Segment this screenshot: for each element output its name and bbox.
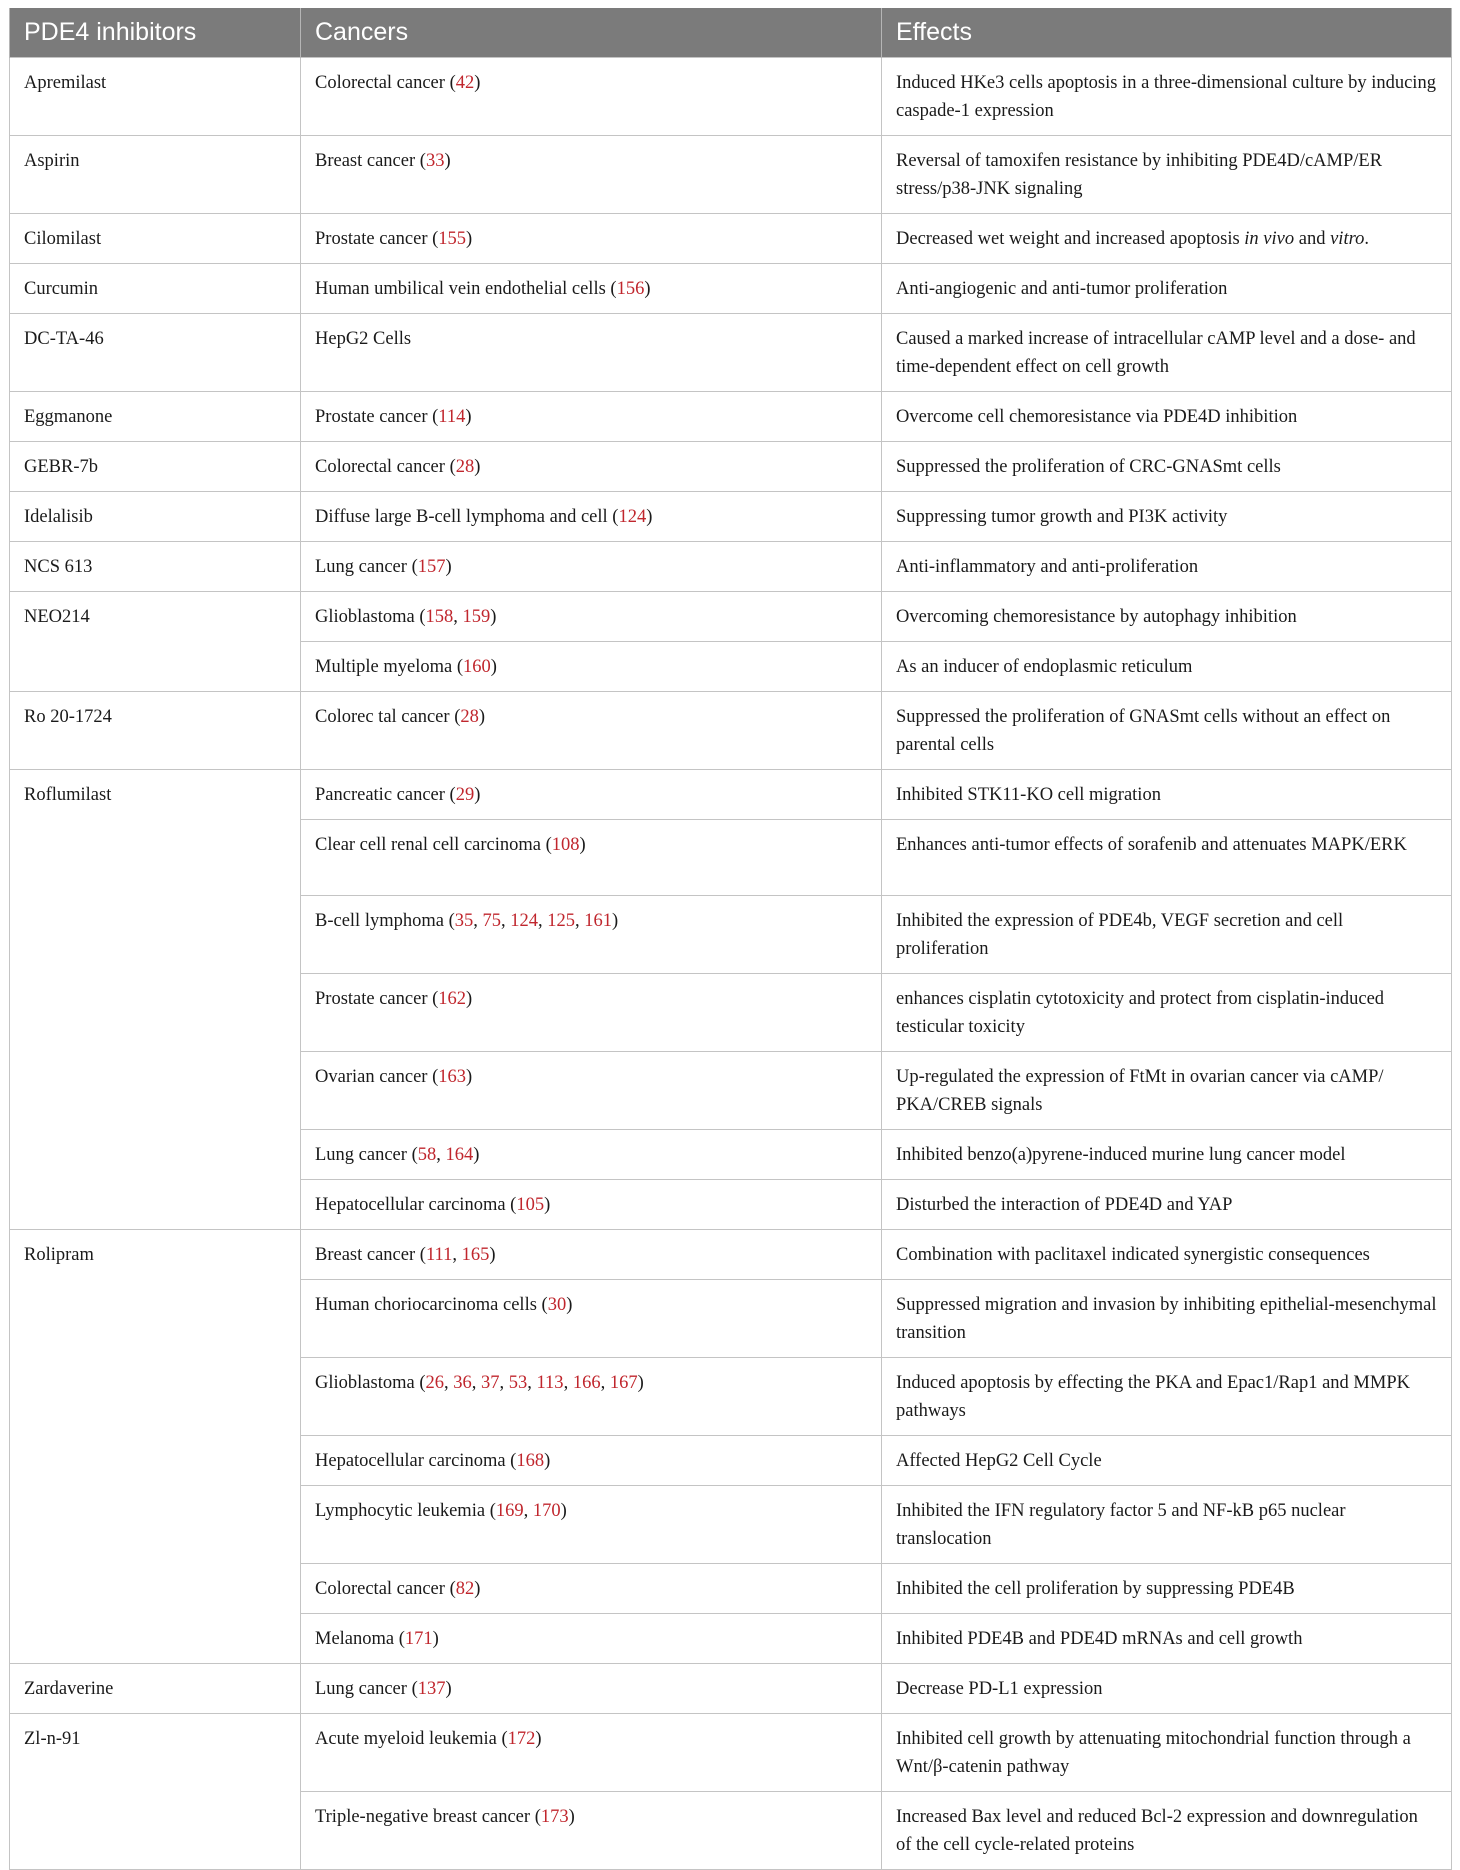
reference-link[interactable]: 105 <box>516 1195 545 1215</box>
effect-text: Inhibited cell growth by attenuating mitochondrial function through a Wnt/β-catenin pathway <box>896 1729 1411 1777</box>
effect-text: Increased Bax level and reduced Bcl-2 expression and downregulation of the cell cycle-related proteins <box>896 1807 1418 1855</box>
effect-text: Enhances anti-tumor effects of sorafenib and attenuates MAPK/ERK <box>896 835 1407 855</box>
reference-link[interactable]: 28 <box>455 457 475 477</box>
table-row <box>10 692 1452 770</box>
effect-text: Inhibited PDE4B and PDE4D mRNAs and cell growth <box>896 1629 1303 1649</box>
inhibitor-cell: DC-TA-46 <box>10 314 301 392</box>
inhibitor-cell: Aspirin <box>10 136 301 214</box>
reference-link[interactable]: 168 <box>516 1451 545 1471</box>
inhibitor-cell: NCS 613 <box>10 542 301 592</box>
effect-text: Inhibited STK11-KO cell migration <box>896 785 1161 805</box>
table-body <box>10 58 1452 1870</box>
inhibitor-cell: Cilomilast <box>10 214 301 264</box>
reference-link[interactable]: 166 <box>572 1373 601 1393</box>
effect-cell <box>882 642 1452 692</box>
effect-cell <box>882 692 1452 770</box>
effect-cell <box>882 1792 1452 1870</box>
reference-link[interactable]: 159 <box>462 607 491 627</box>
cancer-name: Lung cancer <box>315 1145 407 1165</box>
pde4-inhibitors-table <box>9 8 1452 1870</box>
reference-link[interactable]: 75 <box>482 911 502 931</box>
reference-link[interactable]: 164 <box>445 1145 474 1165</box>
cancer-name: Breast cancer <box>315 1245 416 1265</box>
cancer-cell: Colorectal cancer (82) <box>301 1564 882 1614</box>
cancer-cell: Breast cancer (111, 165) <box>301 1230 882 1280</box>
effect-cell <box>882 1714 1452 1792</box>
reference-link[interactable]: 58 <box>417 1145 437 1165</box>
effect-cell <box>882 770 1452 820</box>
effect-text: As an inducer of endoplasmic reticulum <box>896 657 1193 677</box>
cancer-cell <box>301 314 882 392</box>
reference-link[interactable]: 124 <box>510 911 539 931</box>
effect-cell <box>882 392 1452 442</box>
cancer-cell: Prostate cancer (162) <box>301 974 882 1052</box>
inhibitor-cell: Zardaverine <box>10 1664 301 1714</box>
effect-cell <box>882 1180 1452 1230</box>
effect-cell <box>882 492 1452 542</box>
inhibitor-cell: Zl-n-91 <box>10 1714 301 1870</box>
cancer-name: Lung cancer <box>315 1679 407 1699</box>
effect-text: Suppressed migration and invasion by inhibiting epithelial-mesenchymal transition <box>896 1295 1437 1343</box>
reference-link[interactable]: 114 <box>438 407 466 427</box>
table-row <box>10 770 1452 820</box>
effect-text: in vivo <box>1244 229 1295 249</box>
table-row <box>10 492 1452 542</box>
cancer-cell: Lung cancer (157) <box>301 542 882 592</box>
effect-cell <box>882 1230 1452 1280</box>
effect-text: . <box>1364 229 1369 249</box>
reference-link[interactable]: 108 <box>551 835 580 855</box>
reference-link[interactable]: 160 <box>462 657 491 677</box>
effect-text: Anti-inflammatory and anti-proliferation <box>896 557 1199 577</box>
reference-link[interactable]: 156 <box>616 279 645 299</box>
cancer-name: Ovarian cancer <box>315 1067 428 1087</box>
cancer-cell: Human choriocarcinoma cells (30) <box>301 1280 882 1358</box>
cancer-name: Triple-negative breast cancer <box>315 1807 531 1827</box>
effect-cell <box>882 542 1452 592</box>
cancer-name: Clear cell renal cell carcinoma <box>315 835 541 855</box>
cancer-cell: Glioblastoma (158, 159) <box>301 592 882 642</box>
cancer-cell: Hepatocellular carcinoma (105) <box>301 1180 882 1230</box>
effect-text: Caused a marked increase of intracellular cAMP level and a dose- and time-dependent effect on cell growth <box>896 329 1416 377</box>
reference-link[interactable]: 173 <box>540 1807 569 1827</box>
cancer-cell: Multiple myeloma (160) <box>301 642 882 692</box>
cancer-name: Acute myeloid leukemia <box>315 1729 497 1749</box>
effect-text: Disturbed the interaction of PDE4D and YAP <box>896 1195 1233 1215</box>
reference-link[interactable]: 157 <box>417 557 446 577</box>
cancer-name: Hepatocellular carcinoma <box>315 1195 506 1215</box>
cancer-cell: Breast cancer (33) <box>301 136 882 214</box>
reference-link[interactable]: 111 <box>425 1245 453 1265</box>
effect-cell <box>882 820 1452 896</box>
cancer-name: Lung cancer <box>315 557 407 577</box>
inhibitor-cell: Roflumilast <box>10 770 301 1230</box>
cancer-name: Glioblastoma <box>315 1373 415 1393</box>
effect-text: Suppressing tumor growth and PI3K activity <box>896 507 1228 527</box>
effect-text: Induced HKe3 cells apoptosis in a three-dimensional culture by inducing caspade-1 expression <box>896 73 1436 121</box>
table-row <box>10 136 1452 214</box>
cancer-name: Diffuse large B-cell lymphoma and cell <box>315 507 608 527</box>
effect-cell <box>882 1280 1452 1358</box>
effect-cell <box>882 1436 1452 1486</box>
cancer-cell: Lymphocytic leukemia (169, 170) <box>301 1486 882 1564</box>
reference-link[interactable]: 29 <box>455 785 475 805</box>
inhibitor-cell: GEBR-7b <box>10 442 301 492</box>
inhibitor-cell: Curcumin <box>10 264 301 314</box>
effect-cell <box>882 896 1452 974</box>
cancer-name: HepG2 Cells <box>315 329 412 349</box>
table-row <box>10 442 1452 492</box>
effect-text: Overcoming chemoresistance by autophagy inhibition <box>896 607 1297 627</box>
reference-link[interactable]: 28 <box>460 707 479 727</box>
effect-text: and <box>1294 229 1331 249</box>
header-row <box>10 8 1452 58</box>
table-row <box>10 58 1452 136</box>
cancer-cell: Ovarian cancer (163) <box>301 1052 882 1130</box>
cancer-name: Glioblastoma <box>315 607 415 627</box>
cancer-name: Colorectal cancer <box>315 1579 445 1599</box>
reference-link[interactable]: 35 <box>454 911 474 931</box>
reference-link[interactable]: 155 <box>438 229 467 249</box>
cancer-cell: Prostate cancer (155) <box>301 214 882 264</box>
effect-text: enhances cisplatin cytotoxicity and protect from cisplatin-induced testicular toxicity <box>896 989 1385 1037</box>
effect-cell <box>882 58 1452 136</box>
effect-text: Inhibited the IFN regulatory factor 5 and NF-kB p65 nuclear translocation <box>896 1501 1346 1549</box>
cancer-cell: Melanoma (171) <box>301 1614 882 1664</box>
effect-text: Reversal of tamoxifen resistance by inhibiting PDE4D/cAMP/ER stress/p38-JNK signaling <box>896 151 1383 199</box>
header-effects: Effects <box>882 8 1452 58</box>
table-row <box>10 592 1452 642</box>
effect-text: Suppressed the proliferation of GNASmt cells without an effect on parental cells <box>896 707 1391 755</box>
table-row <box>10 1664 1452 1714</box>
reference-link[interactable]: 124 <box>618 507 647 527</box>
table-row <box>10 392 1452 442</box>
table-row <box>10 264 1452 314</box>
effect-cell <box>882 314 1452 392</box>
cancer-name: B-cell lymphoma <box>315 911 444 931</box>
cancer-cell: Colorectal cancer (28) <box>301 442 882 492</box>
effect-text: Induced apoptosis by effecting the PKA and Epac1/Rap1 and MMPK pathways <box>896 1373 1410 1421</box>
reference-link[interactable]: 33 <box>425 151 445 171</box>
effect-cell <box>882 1052 1452 1130</box>
reference-link[interactable]: 26 <box>425 1373 444 1393</box>
effect-text: Inhibited benzo(a)pyrene-induced murine lung cancer model <box>896 1145 1346 1165</box>
cancer-cell: Colorectal cancer (42) <box>301 58 882 136</box>
reference-link[interactable]: 37 <box>480 1373 500 1393</box>
inhibitor-cell: Ro 20-1724 <box>10 692 301 770</box>
cancer-cell: Hepatocellular carcinoma (168) <box>301 1436 882 1486</box>
cancer-name: Prostate cancer <box>315 229 428 249</box>
reference-link[interactable]: 170 <box>532 1501 561 1521</box>
cancer-cell: Colorec tal cancer (28) <box>301 692 882 770</box>
cancer-name: Human umbilical vein endothelial cells <box>315 279 606 299</box>
reference-link[interactable]: 169 <box>495 1501 524 1521</box>
effect-text: Inhibited the cell proliferation by suppressing PDE4B <box>896 1579 1295 1599</box>
effect-cell <box>882 1664 1452 1714</box>
cancer-cell: B-cell lymphoma (35, 75, 124, 125, 161) <box>301 896 882 974</box>
effect-cell <box>882 1358 1452 1436</box>
header-cancers: Cancers <box>301 8 882 58</box>
cancer-name: Colorectal cancer <box>315 457 445 477</box>
table-row <box>10 214 1452 264</box>
effect-text: Combination with paclitaxel indicated synergistic consequences <box>896 1245 1370 1265</box>
effect-text: Affected HepG2 Cell Cycle <box>896 1451 1102 1471</box>
inhibitor-cell: Eggmanone <box>10 392 301 442</box>
reference-link[interactable]: 167 <box>609 1373 638 1393</box>
table-row <box>10 314 1452 392</box>
header-inhibitors: PDE4 inhibitors <box>10 8 301 58</box>
effect-cell <box>882 1486 1452 1564</box>
table-row <box>10 1230 1452 1280</box>
cancer-cell: Lung cancer (58, 164) <box>301 1130 882 1180</box>
reference-link[interactable]: 113 <box>536 1373 564 1393</box>
cancer-name: Multiple myeloma <box>315 657 453 677</box>
reference-link[interactable]: 172 <box>507 1729 536 1749</box>
reference-link[interactable]: 165 <box>461 1245 490 1265</box>
reference-link[interactable]: 42 <box>455 73 475 93</box>
table-row <box>10 542 1452 592</box>
effect-cell <box>882 214 1452 264</box>
cancer-name: Colorectal cancer <box>315 73 445 93</box>
effect-cell <box>882 442 1452 492</box>
cancer-cell: Triple-negative breast cancer (173) <box>301 1792 882 1870</box>
inhibitor-cell: NEO214 <box>10 592 301 692</box>
effect-cell <box>882 1564 1452 1614</box>
inhibitor-cell: Idelalisib <box>10 492 301 542</box>
cancer-name: Melanoma <box>315 1629 395 1649</box>
reference-link[interactable]: 158 <box>425 607 454 627</box>
effect-text: Decreased wet weight and increased apoptosis <box>896 229 1245 249</box>
reference-link[interactable]: 36 <box>453 1373 472 1393</box>
reference-link[interactable]: 137 <box>417 1679 446 1699</box>
cancer-cell: Pancreatic cancer (29) <box>301 770 882 820</box>
reference-link[interactable]: 53 <box>508 1373 528 1393</box>
reference-link[interactable]: 125 <box>547 911 576 931</box>
cancer-name: Prostate cancer <box>315 989 428 1009</box>
cancer-name: Pancreatic cancer <box>315 785 445 805</box>
cancer-cell: Human umbilical vein endothelial cells (156) <box>301 264 882 314</box>
cancer-name: Lymphocytic leukemia <box>315 1501 486 1521</box>
effect-text: Overcome cell chemoresistance via PDE4D inhibition <box>896 407 1298 427</box>
inhibitor-cell: Rolipram <box>10 1230 301 1664</box>
inhibitor-cell: Apremilast <box>10 58 301 136</box>
effect-cell <box>882 592 1452 642</box>
effect-cell <box>882 264 1452 314</box>
reference-link[interactable]: 171 <box>404 1629 433 1649</box>
cancer-name: Human choriocarcinoma cells <box>315 1295 537 1315</box>
effect-cell <box>882 1130 1452 1180</box>
cancer-cell: Acute myeloid leukemia (172) <box>301 1714 882 1792</box>
cancer-name: Breast cancer <box>315 151 416 171</box>
effect-text: Decrease PD-L1 expression <box>896 1679 1103 1699</box>
effect-text: Inhibited the expression of PDE4b, VEGF secretion and cell proliferation <box>896 911 1344 959</box>
effect-text: vitro <box>1330 229 1365 249</box>
reference-link[interactable]: 161 <box>584 911 613 931</box>
effect-cell <box>882 974 1452 1052</box>
cancer-name: Prostate cancer <box>315 407 428 427</box>
reference-link[interactable]: 82 <box>455 1579 475 1599</box>
table-row <box>10 1714 1452 1792</box>
cancer-cell: Glioblastoma (26, 36, 37, 53, 113, 166, 167) <box>301 1358 882 1436</box>
cancer-name: Colorec tal cancer <box>315 707 450 727</box>
effect-text: Suppressed the proliferation of CRC-GNASmt cells <box>896 457 1281 477</box>
reference-link[interactable]: 163 <box>438 1067 467 1087</box>
reference-link[interactable]: 162 <box>438 989 467 1009</box>
cancer-cell: Prostate cancer (114) <box>301 392 882 442</box>
cancer-cell: Clear cell renal cell carcinoma (108) <box>301 820 882 896</box>
cancer-cell: Diffuse large B-cell lymphoma and cell (124) <box>301 492 882 542</box>
effect-cell <box>882 1614 1452 1664</box>
cancer-cell: Lung cancer (137) <box>301 1664 882 1714</box>
effect-text: Up-regulated the expression of FtMt in ovarian cancer via cAMP/ PKA/CREB signals <box>896 1067 1384 1115</box>
cancer-name: Hepatocellular carcinoma <box>315 1451 506 1471</box>
reference-link[interactable]: 30 <box>547 1295 567 1315</box>
effect-text: Anti-angiogenic and anti-tumor proliferation <box>896 279 1228 299</box>
effect-cell <box>882 136 1452 214</box>
